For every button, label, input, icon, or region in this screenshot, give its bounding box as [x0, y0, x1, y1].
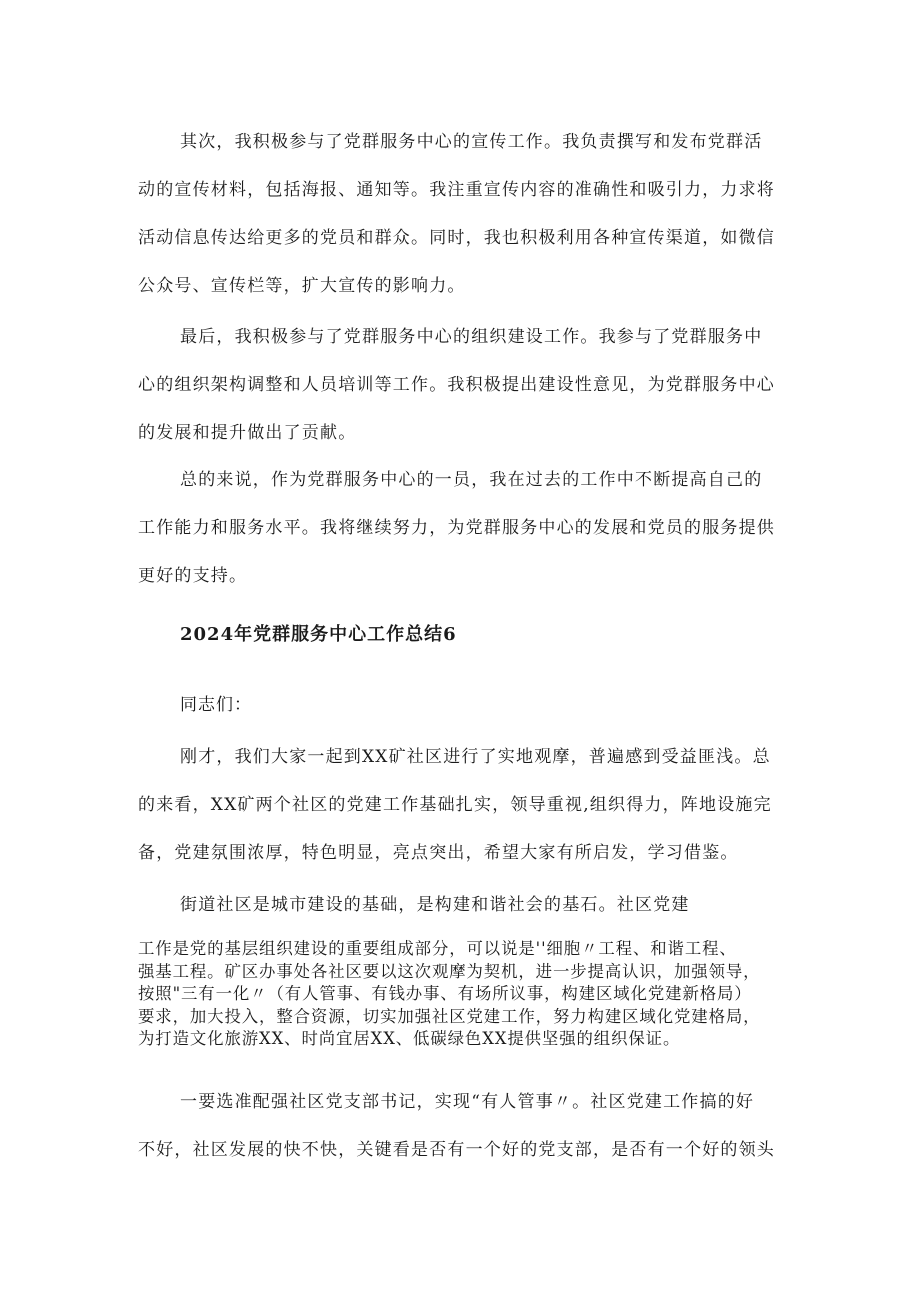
text-line: 最后，我积极参与了党群服务中心的组织建设工作。我参与了党群服务中: [180, 327, 763, 347]
paragraph-community-body: [138, 938, 784, 1051]
salutation: 同志们：: [180, 695, 252, 715]
paragraph-community-intro: [138, 893, 784, 917]
text-line: 要求，加大投入，整合资源，切实加强社区党建工作，努力构建区域化党建格局，: [138, 1006, 761, 1026]
text-line: 的来看，XX矿两个社区的党建工作基础扎实，领导重视,组织得力，阵地设施完: [138, 795, 772, 815]
text-line: 总的来说，作为党群服务中心的一员，我在过去的工作中不断提高自己的: [180, 470, 763, 490]
paragraph-summary: [138, 456, 784, 600]
paragraph-organization: [138, 313, 784, 457]
text-line: 动的宣传材料，包括海报、通知等。我注重宣传内容的准确性和吸引力，力求将: [138, 180, 775, 200]
text-line: 为打造文化旅游XX、时尚宜居XX、低碳绿色XX提供坚强的组织保证。: [138, 1029, 681, 1048]
text-line: 一要选准配强社区党支部书记，实现“有人管事〃。社区党建工作搞的好: [180, 1092, 755, 1112]
section-heading: 2024年党群服务中心工作总结6: [180, 624, 457, 645]
text-line: 刚才，我们大家一起到XX矿社区进行了实地观摩，普遍感到受益匪浅。总: [180, 747, 771, 767]
text-line: 不好，社区发展的快不快，关键看是否有一个好的党支部，是否有一个好的领头: [138, 1140, 775, 1160]
paragraph-secretary: [138, 1078, 784, 1174]
text-line: 工作能力和服务水平。我将继续努力，为党群服务中心的发展和党员的服务提供: [138, 518, 775, 538]
paragraph-observation: [138, 733, 784, 877]
text-line: 心的组织架构调整和人员培训等工作。我积极提出建设性意见，为党群服务中心: [138, 375, 775, 395]
text-line: 备，党建氛围浓厚，特色明显，亮点突出，希望大家有所启发，学习借鉴。: [138, 843, 739, 863]
text-line: 活动信息传达给更多的党员和群众。同时，我也积极利用各种宣传渠道，如微信: [138, 228, 775, 248]
text-line: 按照"三有一化〃（有人管事、有钱办事、有场所议事，构建区域化党建新格局）: [138, 984, 752, 1003]
text-line: 工作是党的基层组织建设的重要组成部分，可以说是''细胞〃工程、和谐工程、: [138, 939, 737, 958]
paragraph-publicity: [138, 118, 784, 310]
text-line: 街道社区是城市建设的基础，是构建和谐社会的基石。社区党建: [180, 895, 690, 915]
text-line: 公众号、宣传栏等，扩大宣传的影响力。: [138, 276, 466, 296]
text-line: 更好的支持。: [138, 566, 248, 586]
text-line: 强基工程。矿区办事处各社区要以这次观摩为契机，进一步提高认识，加强领导，: [138, 961, 761, 981]
text-line: 的发展和提升做出了贡献。: [138, 423, 357, 443]
text-line: 其次，我积极参与了党群服务中心的宣传工作。我负责撰写和发布党群活: [180, 132, 763, 152]
